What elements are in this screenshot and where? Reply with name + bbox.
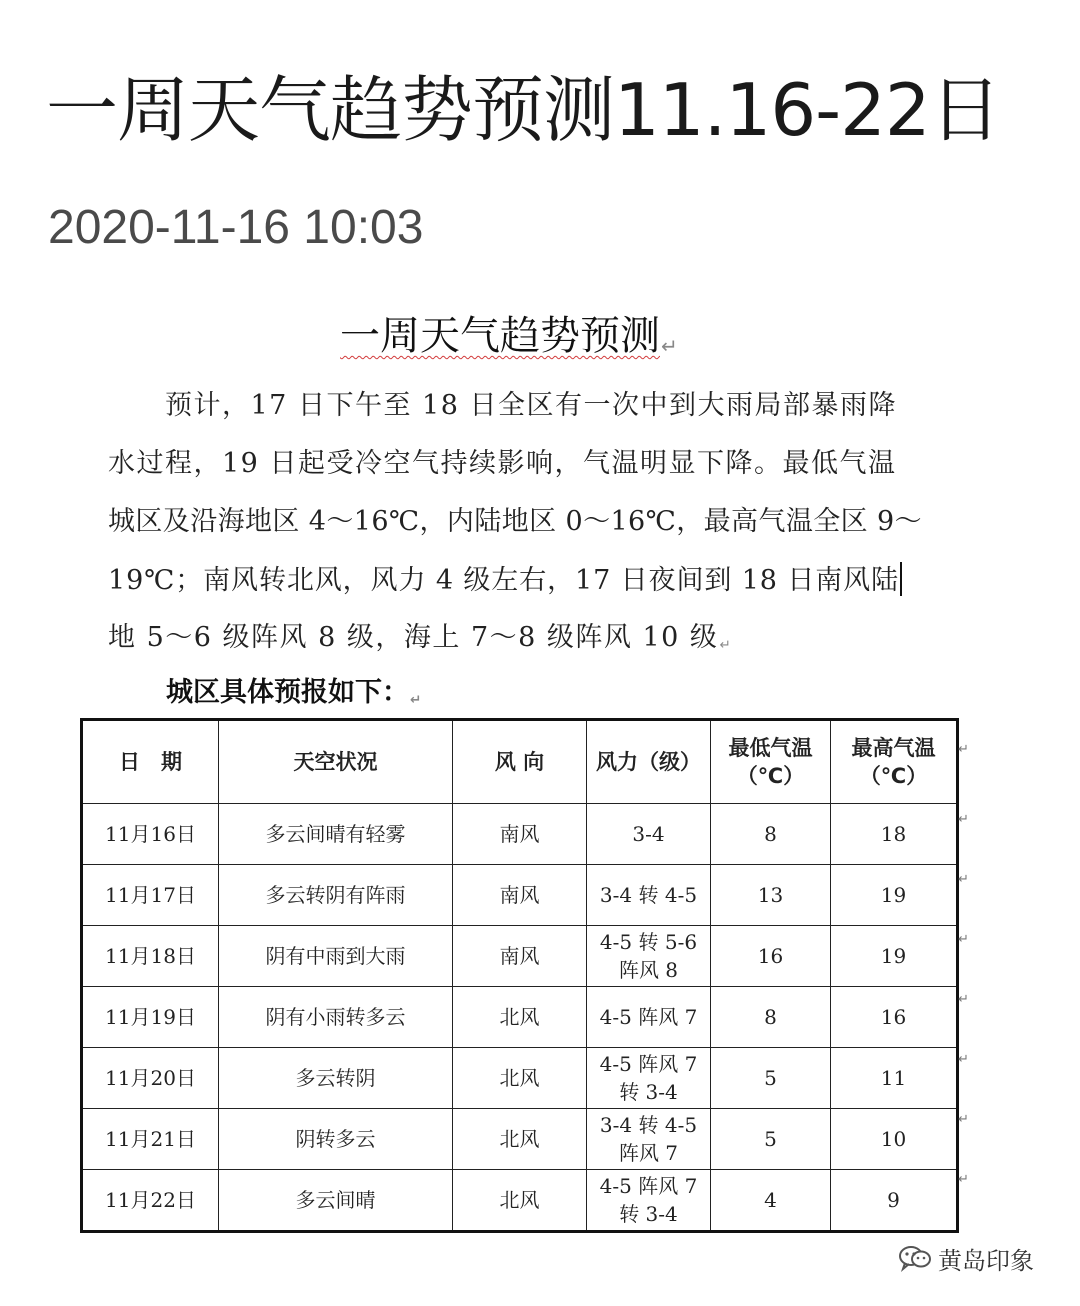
- paragraph-mark-icon: ↵: [410, 691, 422, 708]
- row-end-mark-icon: ↵: [958, 1172, 969, 1187]
- cell-min-temp: 4: [711, 1170, 831, 1232]
- forecast-rows: [82, 804, 958, 1232]
- header-date: 日 期: [82, 720, 219, 804]
- header-sky: 天空状况: [219, 720, 453, 804]
- cell-wind-direction: 北风: [453, 1170, 587, 1232]
- cell-min-temp: 8: [711, 987, 831, 1048]
- forecast-table: [80, 718, 959, 1233]
- account-watermark: [898, 1240, 1034, 1276]
- cell-wind-direction: 北风: [453, 987, 587, 1048]
- table-row: [82, 865, 958, 926]
- cell-wind-force: 4-5 阵风 7 转 3-4: [587, 1048, 711, 1109]
- table-row: [82, 987, 958, 1048]
- paragraph-mark-icon: ↵: [719, 636, 733, 653]
- cell-max-temp: 10: [831, 1109, 958, 1170]
- watermark-text: 黄岛印象: [938, 1246, 1034, 1275]
- cell-sky: 多云间晴: [219, 1170, 453, 1232]
- paragraph-line: 19℃；南风转北风，风力 4 级左右，17 日夜间到 18 日南风陆: [108, 565, 899, 596]
- table-row: [82, 1170, 958, 1232]
- cell-min-temp: 16: [711, 926, 831, 987]
- cell-wind-direction: 北风: [453, 1109, 587, 1170]
- cell-sky: 多云间晴有轻雾: [219, 804, 453, 865]
- row-end-mark-icon: ↵: [958, 932, 969, 947]
- row-end-mark-icon: ↵: [958, 742, 969, 757]
- paragraph-line: 城区及沿海地区 4～16℃，内陆地区 0～16℃，最高气温全区 9～: [108, 506, 923, 537]
- table-row: [82, 1048, 958, 1109]
- row-end-mark-icon: ↵: [958, 872, 969, 887]
- cell-date: 11月21日: [82, 1109, 219, 1170]
- cell-max-temp: 19: [831, 865, 958, 926]
- cell-min-temp: 13: [711, 865, 831, 926]
- table-row: [82, 926, 958, 987]
- cell-wind-force: 4-5 转 5-6 阵风 8: [587, 926, 711, 987]
- cell-date: 11月22日: [82, 1170, 219, 1232]
- paragraph-line: 预计，17 日下午至 18 日全区有一次中到大雨局部暴雨降: [108, 390, 897, 421]
- cell-wind-force: 3-4 转 4-5: [587, 865, 711, 926]
- paragraph-line-with-cursor: [108, 562, 902, 599]
- text-cursor: [900, 562, 902, 596]
- cell-wind-force: 3-4: [587, 804, 711, 865]
- cell-sky: 阴有小雨转多云: [219, 987, 453, 1048]
- header-max-temp: 最高气温（℃）: [831, 720, 958, 804]
- cell-max-temp: 9: [831, 1170, 958, 1232]
- article-date: 2020-11-16 10:03: [48, 201, 424, 254]
- table-header-row: [82, 720, 958, 804]
- header-wind-force: 风力（级）: [587, 720, 711, 804]
- cell-wind-force: 4-5 阵风 7: [587, 987, 711, 1048]
- cell-date: 11月17日: [82, 865, 219, 926]
- row-end-mark-icon: ↵: [958, 1052, 969, 1067]
- cell-min-temp: 5: [711, 1109, 831, 1170]
- cell-wind-direction: 南风: [453, 804, 587, 865]
- cell-date: 11月20日: [82, 1048, 219, 1109]
- cell-max-temp: 16: [831, 987, 958, 1048]
- cell-max-temp: 11: [831, 1048, 958, 1109]
- cell-max-temp: 18: [831, 804, 958, 865]
- document-heading: [340, 308, 678, 374]
- header-wind-direction: 风 向: [453, 720, 587, 804]
- cell-min-temp: 5: [711, 1048, 831, 1109]
- cell-sky: 多云转阴: [219, 1048, 453, 1109]
- row-end-mark-icon: ↵: [958, 812, 969, 827]
- cell-sky: 阴有中雨到大雨: [219, 926, 453, 987]
- row-end-mark-icon: ↵: [958, 1112, 969, 1127]
- cell-wind-direction: 北风: [453, 1048, 587, 1109]
- cell-max-temp: 19: [831, 926, 958, 987]
- table-row: [82, 1109, 958, 1170]
- forecast-subheading-text: 城区具体预报如下：: [166, 677, 409, 708]
- cell-sky: 多云转阴有阵雨: [219, 865, 453, 926]
- paragraph-line: 地 5～6 级阵风 8 级，海上 7～8 级阵风 10 级: [108, 622, 719, 653]
- header-min-temp: 最低气温（℃）: [711, 720, 831, 804]
- paragraph-last: [108, 620, 732, 663]
- cell-date: 11月19日: [82, 987, 219, 1048]
- table-row: [82, 804, 958, 865]
- cell-sky: 阴转多云: [219, 1109, 453, 1170]
- cell-date: 11月16日: [82, 804, 219, 865]
- cell-wind-force: 3-4 转 4-5 阵风 7: [587, 1109, 711, 1170]
- paragraph-line: 水过程，19 日起受冷空气持续影响，气温明显下降。最低气温: [108, 448, 897, 479]
- article-title: 一周天气趋势预测11.16-22日: [46, 68, 1001, 152]
- cell-wind-force: 4-5 阵风 7 转 3-4: [587, 1170, 711, 1232]
- cell-wind-direction: 南风: [453, 926, 587, 987]
- wechat-icon: [898, 1244, 932, 1272]
- cell-date: 11月18日: [82, 926, 219, 987]
- cell-wind-direction: 南风: [453, 865, 587, 926]
- document-heading-text: 一周天气趋势预测: [340, 313, 660, 359]
- cell-min-temp: 8: [711, 804, 831, 865]
- forecast-subheading: [166, 674, 421, 719]
- row-end-mark-icon: ↵: [958, 992, 969, 1007]
- paragraph-mark-icon: ↵: [661, 334, 678, 358]
